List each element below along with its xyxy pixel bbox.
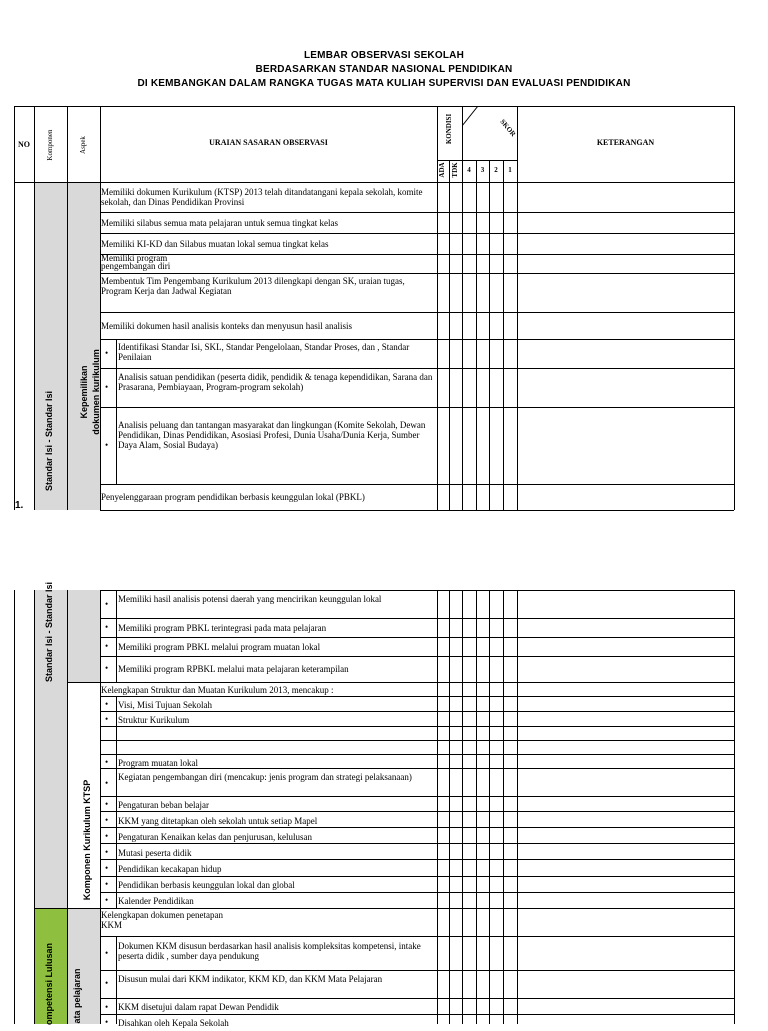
aspek-dokumen-kurikulum: dokumen kurikulum <box>91 349 101 435</box>
col-keterangan-header: KETERANGAN <box>596 138 655 147</box>
list-item: Program muatan lokal <box>118 758 198 768</box>
score-1-header: 1 <box>508 166 512 174</box>
list-item: KKM yang ditetapkan oleh sekolah untuk setiap Mapel <box>118 816 318 826</box>
table-row: Disusun mulai dari KKM indikator, KKM KD, dan KKM Mata Pelajaran <box>118 974 383 984</box>
observation-form-page: LEMBAR OBSERVASI SEKOLAH BERDASARKAN STANDAR NASIONAL PENDIDIKAN DI KEMBANGKAN DALAM RANGKA TUGAS MATA KULIAH SUPERVISI DAN EVALUASI PENDIDIKAN NO Komponen Aspek URAIAN SASARAN OBSERVASI KONDISI SKOR KETERANGAN ADA TDK 4 3 2 1 1. Standar Isi - Standar Isi Kepemilikan dokumen kurikulum Memiliki dokumen Kurikulum (KTSP) 2013 telah ditandatangani kepala sekolah, komite sekolah, dan Dinas Pendidikan Provinsi Memiliki silabus semua mata pelajaran untuk semua tingkat kelas Memiliki KI-KD dan Silabus muatan lokal semua tingkat kelas Memiliki program pengembangan diri Membentuk Tim Pengembang Kurikulum 2013 dilengkapi dengan SK, uraian tugas, Program Kerja dan Jadwal Kegiatan Memiliki dokumen hasil analisis konteks dan menyusun hasil analisis • Identifikasi Standar Isi, SKL, Standar Pengelolaan, Standar Proses, dan , Standar Penilaian • Analisis satuan pendidikan (peserta didik, pendidik & tenaga kependidikan, Sarana dan Prasarana, Pembiayaan, Program-program sekolah) • Analisis peluang dan tantangan masyarakat dan lingkungan (Komite Sekolah, Dewan Pendidikan, Dinas Pendidikan, Asosiasi Profesi, Dunia Usaha/Dunia Kerja, Sumber Daya Alam, Sosial Budaya) Penyelenggaraan program pendidikan berbasis keunggulan lokal (PBKL) Standar Isi - Standar Isi Komponen Kurikulum KTSP ompetensi Lulusan ata pelajaran • Memiliki hasil analisis potensi daerah yang mencirikan keunggulan lokal • Memiliki program PBKL terintegrasi pada mata pelajaran • Memiliki program PBKL melalui program muatan lokal • Memiliki program RPBKL melalui mata pelajaran keterampilan Kelengkapan Struktur dan Muatan Kurikulum 2013, mencakup : • Visi, Misi Tujuan Sekolah • Struktur Kurikulum • Program muatan lokal • Kegiatan pengembangan diri (mencakup: jenis program dan strategi pelaksanaan) • Pengaturan beban belajar • KKM yang ditetapkan oleh sekolah untuk setiap Mapel • Pengaturan Kenaikan kelas dan penjurusan, kelulusan • Mutasi peserta didik • Pendidikan kecakapan hidup • Pendidikan berbasis keunggulan lokal dan global • Kalender Pendidikan Kelengkapan dokumen penetapan KKM • Dokumen KKM disusun berdasarkan hasil analisis kompleksitas kompetensi, intake peserta didik , sumber daya pendukung • Disusun mulai dari KKM indikator, KKM KD, dan KKM Mata Pelajaran • KKM disetujui dalam rapat Dewan Pendidik • Disahkan oleh Kepala Sekolah <box>0 0 768 1024</box>
aspek-mata-pelajaran: ata pelajaran <box>72 968 82 1024</box>
table-row: Analisis peluang dan tantangan masyarakat dan lingkungan (Komite Sekolah, Dewan Pendidikan, Dinas Pendidikan, Asosiasi Profesi, Dunia Usaha/Dunia Kerja, Sumber Daya Alam, Sosial Budaya) <box>118 420 426 450</box>
col-komponen-header: Komponen <box>46 129 54 161</box>
section-heading: Kelengkapan Struktur dan Muatan Kurikulum 2013, mencakup : <box>101 685 334 695</box>
komponen-standar-isi: Standar Isi - Standar Isi <box>44 390 54 492</box>
col-kondisi-header: KONDISI <box>445 113 453 145</box>
col-ada-header: ADA <box>438 162 446 178</box>
score-2-header: 2 <box>494 166 498 174</box>
aspek-kepemilikan: Kepemilikan <box>79 365 89 419</box>
list-item: Mutasi peserta didik <box>118 848 192 858</box>
table-row: KKM disetujui dalam rapat Dewan Pendidik <box>118 1002 279 1012</box>
list-item: Visi, Misi Tujuan Sekolah <box>118 700 212 710</box>
aspek-komponen-kurikulum: Komponen Kurikulum KTSP <box>82 779 92 901</box>
aspek-column-bg <box>67 590 100 682</box>
table-row: Memiliki program PBKL melalui program muatan lokal <box>118 642 321 652</box>
komponen-standar-isi: Standar Isi - Standar Isi <box>44 581 54 683</box>
table-row: Memiliki silabus semua mata pelajaran untuk semua tingkat kelas <box>101 218 338 228</box>
col-no-header: NO <box>18 140 30 149</box>
table-row: Memiliki KI-KD dan Silabus muatan lokal semua tingkat kelas <box>101 239 329 249</box>
list-item: Pengaturan Kenaikan kelas dan penjurusan, kelulusan <box>118 832 312 842</box>
table-row: Memiliki dokumen hasil analisis konteks dan menyusun hasil analisis <box>101 321 352 331</box>
list-item: Pengaturan beban belajar <box>118 800 209 810</box>
section-heading: Kelengkapan dokumen penetapan KKM <box>101 910 223 930</box>
form-subtitle-2: DI KEMBANGKAN DALAM RANGKA TUGAS MATA KULIAH SUPERVISI DAN EVALUASI PENDIDIKAN <box>137 78 631 89</box>
table-row: Memiliki program PBKL terintegrasi pada mata pelajaran <box>118 623 327 633</box>
table-row: Membentuk Tim Pengembang Kurikulum 2013 dilengkapi dengan SK, uraian tugas, Program Kerja dan Jadwal Kegiatan <box>101 276 405 296</box>
table-row: Analisis satuan pendidikan (peserta didik, pendidik & tenaga kependidikan, Sarana dan Prasarana, Pembiayaan, Program-program sekolah) <box>118 372 433 392</box>
table-row: Memiliki program RPBKL melalui mata pelajaran keterampilan <box>118 664 349 674</box>
table-row: Penyelenggaraan program pendidikan berbasis keunggulan lokal (PBKL) <box>101 492 365 502</box>
form-title: LEMBAR OBSERVASI SEKOLAH <box>303 50 464 61</box>
table-row: Memiliki hasil analisis potensi daerah yang mencirikan keunggulan lokal <box>118 594 382 604</box>
komponen-kompetensi-lulusan: ompetensi Lulusan <box>44 943 54 1026</box>
list-item: Pendidikan berbasis keunggulan lokal dan global <box>118 880 295 890</box>
col-tdk-header: TDK <box>451 162 459 178</box>
col-skor-header: SKOR <box>498 117 518 139</box>
table-row: Identifikasi Standar Isi, SKL, Standar Pengelolaan, Standar Proses, dan , Standar Penilaian <box>118 342 410 362</box>
row-number: 1. <box>15 500 24 511</box>
col-aspek-header: Aspek <box>79 136 87 154</box>
list-item: Kalender Pendidikan <box>118 896 194 906</box>
form-subtitle: BERDASARKAN STANDAR NASIONAL PENDIDIKAN <box>255 64 513 75</box>
table-row: Memiliki dokumen Kurikulum (KTSP) 2013 telah ditandatangani kepala sekolah, komite sekolah, dan Dinas Pendidikan Provinsi <box>101 187 423 207</box>
list-item: Pendidikan kecakapan hidup <box>118 864 222 874</box>
score-3-header: 3 <box>480 166 485 174</box>
col-uraian-header: URAIAN SASARAN OBSERVASI <box>209 138 328 147</box>
table-row: Disahkan oleh Kepala Sekolah <box>118 1018 229 1028</box>
score-4-header: 4 <box>467 166 471 174</box>
table-row: Dokumen KKM disusun berdasarkan hasil analisis kompleksitas kompetensi, intake peserta didik , sumber daya pendukung <box>118 941 421 961</box>
list-item: Kegiatan pengembangan diri (mencakup: jenis program dan strategi pelaksanaan) <box>118 772 412 782</box>
list-item: Struktur Kurikulum <box>118 715 190 725</box>
table-row: Memiliki program pengembangan diri <box>101 254 171 271</box>
